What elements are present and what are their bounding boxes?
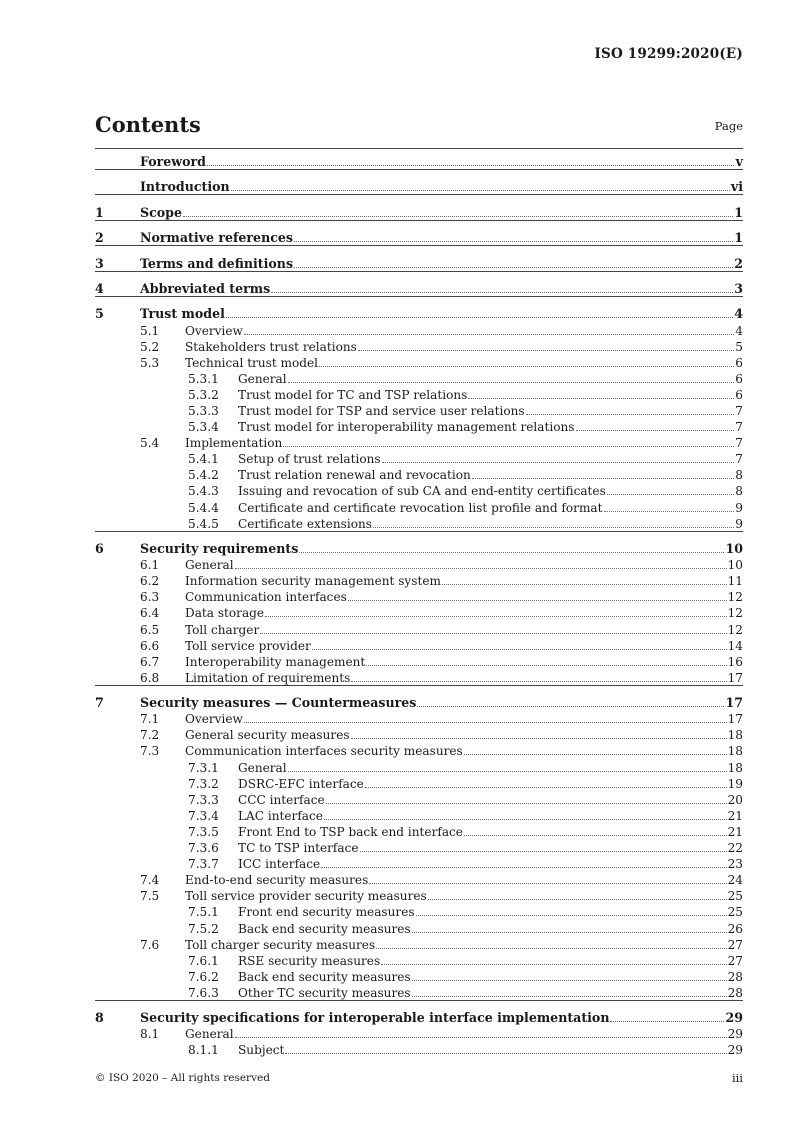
- toc-entry-page: v: [735, 154, 743, 170]
- toc-leader-dots: [235, 568, 727, 569]
- toc-entry-title[interactable]: TC to TSP interface: [238, 841, 359, 856]
- toc-entry-page: 19: [727, 776, 743, 791]
- toc-entry[interactable]: [95, 710, 743, 726]
- toc-entry-title[interactable]: General: [185, 558, 234, 573]
- toc-entry-title[interactable]: Toll service provider: [185, 638, 311, 653]
- toc-entry-page: 6: [735, 387, 743, 402]
- toc-entry-page: 20: [727, 792, 743, 807]
- toc-entry-number: 7.3.7: [188, 857, 219, 872]
- toc-entry-number: 8: [95, 1010, 104, 1026]
- toc-entry-number: 8.1.1: [188, 1043, 219, 1058]
- toc-entry-number: 5.4: [140, 436, 160, 451]
- toc-entry-page: 9: [735, 516, 743, 531]
- toc-entry-number: 8.1: [140, 1027, 160, 1042]
- toc-entry[interactable]: [95, 402, 743, 418]
- toc-leader-dots: [231, 190, 730, 191]
- toc-leader-dots: [526, 414, 734, 415]
- toc-entry-page: 7: [735, 404, 743, 418]
- toc-entry[interactable]: [95, 694, 743, 710]
- toc-leader-dots: [288, 771, 727, 772]
- toc-entry-title[interactable]: Trust model for TC and TSP relations: [238, 387, 468, 402]
- toc-entry-page: 7: [735, 452, 743, 467]
- toc-entry-title[interactable]: Abbreviated terms: [140, 281, 271, 297]
- toc-entry-number: 5: [95, 306, 104, 322]
- toc-entry[interactable]: [95, 839, 743, 855]
- toc-leader-dots: [312, 649, 727, 650]
- toc-leader-dots: [607, 494, 734, 495]
- toc-entry-number: 7.3.3: [188, 792, 219, 807]
- toc-entry[interactable]: [95, 305, 743, 321]
- toc-entry-title[interactable]: Overview: [185, 323, 243, 338]
- toc-entry-page: 7: [735, 436, 743, 451]
- toc-entry[interactable]: [95, 321, 743, 337]
- toc-entry-number: 1: [95, 204, 104, 220]
- toc-leader-dots: [412, 980, 727, 981]
- toc-entry-number: 2: [95, 230, 104, 246]
- toc-entry[interactable]: [95, 255, 743, 271]
- toc-entry-title[interactable]: Data storage: [185, 606, 265, 621]
- toc-entry-page: 21: [727, 808, 743, 823]
- toc-entry[interactable]: [95, 370, 743, 386]
- toc-entry-title[interactable]: Trust model for TSP and service user relations: [238, 404, 525, 418]
- toc-entry-title[interactable]: Interoperability management: [185, 654, 366, 669]
- toc-leader-dots: [412, 996, 727, 997]
- toc-entry-title[interactable]: Setup of trust relations: [238, 452, 381, 467]
- toc-entry[interactable]: [95, 919, 743, 935]
- toc-entry-page: 22: [727, 841, 743, 856]
- toc-entry[interactable]: [95, 653, 743, 669]
- toc-entry[interactable]: [95, 637, 743, 653]
- toc-entry-page: 25: [727, 889, 743, 904]
- toc-entry[interactable]: [95, 758, 743, 774]
- toc-entry-page: 11: [727, 574, 743, 589]
- toc-entry-title[interactable]: Terms and definitions: [140, 255, 294, 271]
- toc-entry-page: 27: [727, 937, 743, 952]
- toc-leader-dots: [442, 584, 727, 585]
- toc-entry-title[interactable]: Stakeholders trust relations: [185, 339, 357, 354]
- toc-entry-title[interactable]: General: [185, 1027, 234, 1042]
- toc-entry[interactable]: [95, 1009, 743, 1025]
- toc-entry[interactable]: [95, 498, 743, 514]
- toc-entry-page: 17: [725, 695, 743, 711]
- toc-entry-title[interactable]: Information security management system: [185, 574, 441, 589]
- toc-entry[interactable]: [95, 855, 743, 871]
- toc-entry-number: 7.3.2: [188, 776, 219, 791]
- toc-entry-page: 18: [727, 728, 743, 743]
- toc-entry-number: 5.4.2: [188, 468, 219, 483]
- toc-entry-title[interactable]: Overview: [185, 712, 243, 727]
- toc-entry-number: 5.3: [140, 355, 160, 370]
- toc-entry-number: 7.1: [140, 712, 160, 727]
- toc-entry-page: 7: [735, 420, 743, 435]
- toc-entry-number: 5.4.4: [188, 500, 219, 515]
- toc-leader-dots: [382, 462, 734, 463]
- toc-entry-title[interactable]: Security requirements: [140, 541, 299, 557]
- toc-leader-dots: [610, 1021, 724, 1022]
- toc-leader-dots: [417, 706, 724, 707]
- toc-entry-title[interactable]: Trust relation renewal and revocation: [238, 468, 471, 483]
- toc-entry[interactable]: [95, 482, 743, 498]
- page-number-footer: iii: [731, 1071, 743, 1085]
- toc-entry-title[interactable]: Front end security measures: [238, 905, 415, 920]
- toc-entry-title[interactable]: Other TC security measures: [238, 985, 411, 1000]
- toc-entry-number: 6.4: [140, 606, 160, 621]
- toc-entry-number: 5.4.1: [188, 452, 219, 467]
- page-title: Contents: [95, 112, 201, 137]
- toc-entry-title[interactable]: Toll charger: [185, 622, 260, 637]
- toc-entry-number: 7.5: [140, 889, 160, 904]
- toc-separator: [95, 531, 743, 540]
- toc-leader-dots: [472, 478, 734, 479]
- toc-entry-title[interactable]: Certificate extensions: [238, 516, 372, 531]
- toc-entry-page: 3: [734, 281, 743, 297]
- toc-entry[interactable]: [95, 984, 743, 1000]
- toc-leader-dots: [360, 851, 727, 852]
- toc-entry[interactable]: [95, 775, 743, 791]
- toc-separator: [95, 271, 743, 280]
- toc-entry-page: 27: [727, 953, 743, 968]
- toc-entry-page: 8: [735, 484, 743, 499]
- toc-leader-dots: [464, 754, 727, 755]
- toc-entry-title[interactable]: Toll charger security measures: [185, 937, 376, 952]
- toc-leader-dots: [235, 1037, 727, 1038]
- toc-entry-page: 16: [727, 654, 743, 669]
- toc-entry[interactable]: [95, 903, 743, 919]
- toc-leader-dots: [373, 527, 734, 528]
- copyright-footer: © ISO 2020 – All rights reserved: [95, 1072, 270, 1084]
- toc-entry[interactable]: [95, 338, 743, 354]
- toc-entry-number: 7.6: [140, 937, 160, 952]
- toc-entry-title[interactable]: Limitation of requirements: [185, 670, 351, 685]
- toc-entry-number: 7: [95, 695, 104, 711]
- toc-leader-dots: [321, 867, 726, 868]
- toc-entry-page: 6: [735, 371, 743, 386]
- toc-entry-page: 1: [734, 204, 743, 220]
- toc-entry-number: 7.2: [140, 728, 160, 743]
- toc-entry-page: 2: [734, 255, 743, 271]
- toc-entry-page: 8: [735, 468, 743, 483]
- toc-leader-dots: [348, 600, 727, 601]
- toc-entry-page: 28: [727, 969, 743, 984]
- toc-entry[interactable]: [95, 572, 743, 588]
- toc-leader-dots: [412, 932, 727, 933]
- toc-leader-dots: [324, 819, 727, 820]
- toc-entry-title[interactable]: Security measures — Countermeasures: [140, 695, 417, 711]
- toc-leader-dots: [319, 366, 734, 367]
- toc-entry-number: 7.3.4: [188, 808, 219, 823]
- toc-entry-page: 14: [727, 638, 743, 653]
- toc-leader-dots: [288, 382, 734, 383]
- toc-entry-page: 18: [727, 744, 743, 759]
- toc-entry-page: 4: [734, 306, 743, 322]
- toc-entry[interactable]: [95, 280, 743, 296]
- toc-entry[interactable]: [95, 669, 743, 685]
- toc-entry-number: 7.3.6: [188, 841, 219, 856]
- toc-entry-number: 4: [95, 281, 104, 297]
- toc-entry-number: 7.4: [140, 873, 160, 888]
- toc-leader-dots: [416, 915, 727, 916]
- toc-entry-title[interactable]: Toll service provider security measures: [185, 889, 427, 904]
- toc-entry[interactable]: [95, 515, 743, 531]
- toc-entry[interactable]: [95, 204, 743, 220]
- toc-entry-page: 26: [727, 921, 743, 936]
- toc-leader-dots: [299, 552, 724, 553]
- toc-separator: [95, 685, 743, 694]
- toc-entry-page: 18: [727, 760, 743, 775]
- toc-leader-dots: [244, 334, 734, 335]
- toc-entry-number: 7.3.1: [188, 760, 219, 775]
- toc-leader-dots: [283, 446, 734, 447]
- toc-entry-number: 6.2: [140, 574, 160, 589]
- toc-leader-dots: [326, 803, 727, 804]
- toc-entry-number: 7.6.2: [188, 969, 219, 984]
- toc-leader-dots: [604, 511, 735, 512]
- toc-leader-dots: [260, 633, 726, 634]
- toc-entry-page: 12: [727, 590, 743, 605]
- toc-entry[interactable]: [95, 936, 743, 952]
- toc-separator: [95, 169, 743, 178]
- toc-entry-page: 10: [727, 558, 743, 573]
- toc-entry-title[interactable]: Security specifications for interoperable interface implementation: [140, 1010, 610, 1026]
- toc-leader-dots: [226, 317, 733, 318]
- toc-entry[interactable]: [95, 871, 743, 887]
- toc-entry-page: 4: [735, 323, 743, 338]
- toc-leader-dots: [464, 835, 727, 836]
- toc-leader-dots: [244, 722, 727, 723]
- toc-entry-title[interactable]: RSE security measures: [238, 953, 381, 968]
- table-of-contents: [95, 153, 743, 1057]
- toc-entry[interactable]: [95, 450, 743, 466]
- toc-entry[interactable]: [95, 1041, 743, 1057]
- toc-leader-dots: [468, 398, 734, 399]
- toc-entry-number: 6.1: [140, 558, 160, 573]
- toc-leader-dots: [294, 267, 733, 268]
- toc-entry-page: 21: [727, 824, 743, 839]
- toc-entry-number: 6.5: [140, 622, 160, 637]
- toc-entry-number: 3: [95, 255, 104, 271]
- toc-entry-title[interactable]: Back end security measures: [238, 921, 411, 936]
- toc-entry-number: 7.5.2: [188, 921, 219, 936]
- toc-entry-page: 9: [735, 500, 743, 515]
- toc-entry[interactable]: [95, 887, 743, 903]
- toc-entry[interactable]: [95, 178, 743, 194]
- toc-entry-page: 28: [727, 985, 743, 1000]
- top-rule: [95, 148, 743, 149]
- toc-entry-title[interactable]: General: [238, 760, 287, 775]
- toc-separator: [95, 194, 743, 203]
- toc-separator: [95, 296, 743, 305]
- toc-entry[interactable]: [95, 354, 743, 370]
- toc-entry[interactable]: [95, 604, 743, 620]
- toc-leader-dots: [366, 665, 726, 666]
- toc-entry-number: 6.8: [140, 670, 160, 685]
- toc-entry-page: 23: [727, 857, 743, 872]
- toc-entry-number: 5.2: [140, 339, 160, 354]
- toc-entry-page: 12: [727, 622, 743, 637]
- toc-entry-number: 5.4.5: [188, 516, 219, 531]
- toc-entry-number: 6: [95, 541, 104, 557]
- toc-entry-title[interactable]: End-to-end security measures: [185, 873, 369, 888]
- toc-entry-number: 5.3.4: [188, 420, 219, 435]
- toc-entry-title[interactable]: Back end security measures: [238, 969, 411, 984]
- toc-entry[interactable]: [95, 588, 743, 604]
- toc-leader-dots: [576, 430, 734, 431]
- toc-entry-title[interactable]: Normative references: [140, 230, 294, 246]
- toc-entry-page: 29: [727, 1027, 743, 1042]
- toc-entry-page: 10: [725, 541, 743, 557]
- toc-entry-number: 5.3.3: [188, 404, 219, 418]
- toc-entry-title[interactable]: Foreword: [140, 154, 206, 170]
- toc-separator: [95, 1000, 743, 1009]
- toc-entry-number: 7.3.5: [188, 824, 219, 839]
- toc-leader-dots: [358, 350, 734, 351]
- toc-entry-number: 5.3.1: [188, 371, 219, 386]
- toc-entry-title[interactable]: DSRC-EFC interface: [238, 776, 364, 791]
- toc-entry-title[interactable]: Subject: [238, 1043, 285, 1058]
- toc-entry-page: 29: [725, 1010, 743, 1026]
- toc-entry-number: 6.7: [140, 654, 160, 669]
- toc-entry-number: 6.6: [140, 638, 160, 653]
- toc-leader-dots: [271, 292, 733, 293]
- toc-entry[interactable]: [95, 807, 743, 823]
- toc-entry-title[interactable]: Introduction: [140, 179, 230, 195]
- toc-entry-title[interactable]: Technical trust model: [185, 355, 319, 370]
- toc-separator: [95, 220, 743, 229]
- toc-entry-number: 5.3.2: [188, 387, 219, 402]
- toc-leader-dots: [265, 616, 727, 617]
- toc-entry[interactable]: [95, 620, 743, 636]
- toc-entry[interactable]: [95, 968, 743, 984]
- toc-leader-dots: [351, 738, 727, 739]
- toc-leader-dots: [351, 681, 726, 682]
- document-id-header: ISO 19299:2020(E): [594, 46, 743, 62]
- toc-entry[interactable]: [95, 1025, 743, 1041]
- toc-entry-page: 12: [727, 606, 743, 621]
- toc-leader-dots: [183, 216, 733, 217]
- toc-entry-title[interactable]: Communication interfaces security measures: [185, 744, 463, 759]
- toc-entry-title[interactable]: Scope: [140, 204, 182, 220]
- toc-entry-page: 25: [727, 905, 743, 920]
- toc-entry[interactable]: [95, 153, 743, 169]
- toc-entry-number: 7.5.1: [188, 905, 219, 920]
- toc-entry-page: 17: [727, 670, 743, 685]
- toc-entry-page: 29: [727, 1043, 743, 1058]
- toc-entry-number: 5.4.3: [188, 484, 219, 499]
- toc-entry-page: 24: [727, 873, 743, 888]
- toc-entry-title[interactable]: LAC interface: [238, 808, 323, 823]
- toc-entry[interactable]: [95, 952, 743, 968]
- toc-entry-number: 5.1: [140, 323, 160, 338]
- toc-entry-number: 7.6.3: [188, 985, 219, 1000]
- toc-separator: [95, 245, 743, 254]
- toc-entry-page: vi: [730, 179, 743, 195]
- toc-entry-title[interactable]: Trust model: [140, 306, 225, 322]
- toc-entry-title[interactable]: Front End to TSP back end interface: [238, 824, 463, 839]
- toc-entry[interactable]: [95, 466, 743, 482]
- toc-entry-title[interactable]: ICC interface: [238, 857, 321, 872]
- toc-entry[interactable]: [95, 229, 743, 245]
- toc-entry-title[interactable]: Issuing and revocation of sub CA and end-entity certificates: [238, 484, 606, 499]
- toc-entry[interactable]: [95, 556, 743, 572]
- toc-entry[interactable]: [95, 434, 743, 450]
- toc-leader-dots: [381, 964, 726, 965]
- toc-entry-title[interactable]: General: [238, 371, 287, 386]
- toc-leader-dots: [369, 883, 726, 884]
- toc-entry-page: 6: [735, 355, 743, 370]
- toc-entry[interactable]: [95, 418, 743, 434]
- toc-leader-dots: [365, 787, 727, 788]
- toc-entry[interactable]: [95, 823, 743, 839]
- toc-leader-dots: [285, 1053, 726, 1054]
- page-column-label: Page: [714, 119, 743, 133]
- toc-entry-page: 17: [727, 712, 743, 727]
- toc-leader-dots: [207, 165, 734, 166]
- toc-entry[interactable]: [95, 742, 743, 758]
- toc-leader-dots: [376, 948, 726, 949]
- toc-leader-dots: [294, 241, 733, 242]
- toc-entry-title[interactable]: General security measures: [185, 728, 350, 743]
- toc-entry-title[interactable]: Certificate and certificate revocation list profile and format: [238, 500, 603, 515]
- toc-entry-number: 7.6.1: [188, 953, 219, 968]
- toc-entry-title[interactable]: Implementation: [185, 436, 283, 451]
- toc-leader-dots: [428, 899, 727, 900]
- toc-entry-title[interactable]: Trust model for interoperability management relations: [238, 420, 575, 435]
- toc-entry[interactable]: [95, 540, 743, 556]
- toc-entry-title[interactable]: CCC interface: [238, 792, 325, 807]
- toc-entry[interactable]: [95, 386, 743, 402]
- toc-entry-title[interactable]: Communication interfaces: [185, 590, 347, 605]
- toc-entry[interactable]: [95, 726, 743, 742]
- toc-entry[interactable]: [95, 791, 743, 807]
- toc-entry-number: 6.3: [140, 590, 160, 605]
- toc-entry-page: 5: [735, 339, 743, 354]
- toc-entry-number: 7.3: [140, 744, 160, 759]
- toc-entry-page: 1: [734, 230, 743, 246]
